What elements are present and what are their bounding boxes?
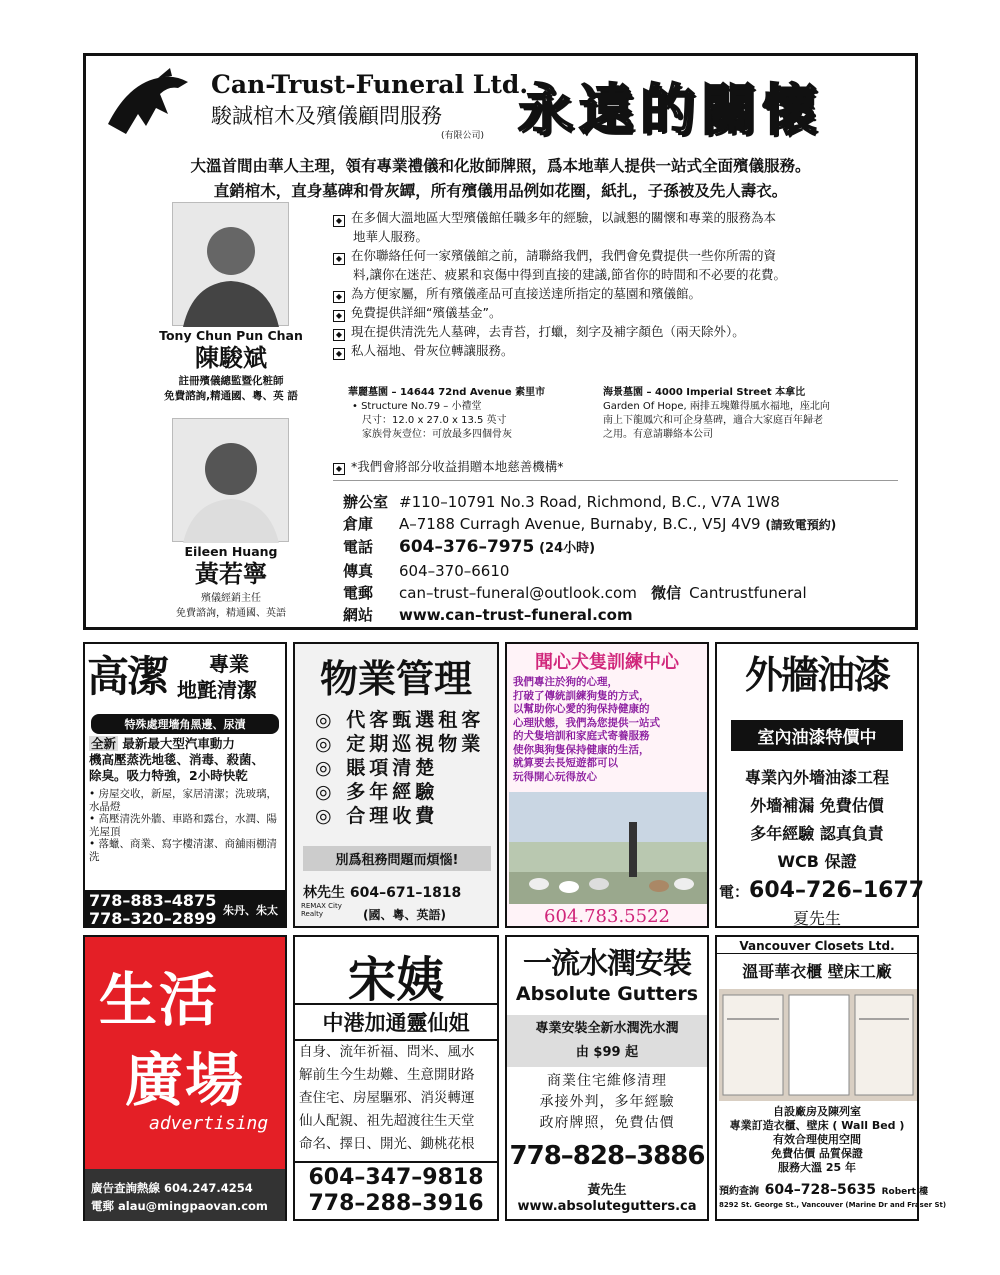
company-name-en: Can-Trust-Funeral Ltd. [211,70,529,99]
person1-title: 註冊殯儀總監暨化粧師 [178,375,284,387]
ad-aunt-song [293,935,499,1221]
intro-line-2: 直銷棺木，直身墓碑和骨灰罈，所有殯儀用品例如花圈，紙扎，子孫被及先人壽衣。 [213,182,788,200]
list-item: ◎ 定期巡視物業 [315,733,485,755]
photo-eileen-huang [172,418,289,542]
intro-line-1: 大溫首間由華人主理，領有專業禮儀和化妝師牌照，爲本地華人提供一站式全面殯儀服務。 [190,157,811,175]
list-item: 命名、擇日、開光、鋤桃花根 [299,1136,475,1152]
ad1-title: 高潔 [87,652,168,701]
ad1-items [89,788,285,863]
list-item: 仙人配親、祖先超渡往生天堂 [299,1113,475,1129]
ad7-phone[interactable]: 778–828–3886 [509,1141,705,1171]
tony-logo [98,64,198,142]
funeral-ad [83,53,918,630]
person1-note: 免費諮詢,精通國、粵、英 語 [164,390,298,402]
ad2-title: 物業管理 [319,657,472,701]
list-item: ◆ 現在提供清洗先人墓碑，去青苔，打蠟，刻字及補字顏色（兩天除外）。 [333,322,893,341]
website[interactable]: www.can–trust–funeral.com [399,606,633,624]
ad5-title-2: 廣場 [125,1046,246,1114]
ad-painting: 外牆油漆 室內油漆特價中 專業內外墻油漆工程 外墻補漏 免費估價 多年經驗 認真負責 WCB 保證 電：604–726–1677 夏先生 [715,642,919,928]
divider [333,480,898,481]
list-item: • 落蠟、商業、寫字樓清潔、商舖雨棚清洗 [89,838,278,863]
photo-tony-chan [172,202,289,326]
list-item: ◆ 為方便家屬，所有殯儀產品可直接送達所指定的墓園和殯儀館。 [333,284,893,303]
ad-carpet-cleaning: 高潔 專業 地氈清潔 特殊處理墻角黑邊、尿漬 全新 最新最大型汽車動力 機高壓蒸洗地毯、消毒、殺菌、 除臭。吸力特強，2小時快乾 • 房屋交收，新屋，家居清潔；洗玻璃，水晶燈 • 高壓清洗外牆、車路和露台，水潤、陽光屋頂 • 落蠟、商業、寫字樓清潔、商舖雨棚清洗 778–883–4875 778–320–2899 朱丹、朱太 [83,642,287,928]
bullet-icon: ◆ [333,253,345,265]
cemetery-right: 海景墓園 – 4000 Imperial Street 本拿比 Garden Of Hope, 兩排五塊難得風水福地，座北向 南上下龍鳳穴和可企身墓碑，適合大家庭百年歸老 之用。有意請聯絡本公司 [603,387,830,440]
ad8-phone[interactable]: 604–728–5635 [764,1182,876,1198]
ad-lifestyle-plaza [83,935,287,1221]
office-address: #110–10791 No.3 Road, Richmond, B.C., V7A 1W8 [399,493,780,511]
phone-2[interactable]: 778–320–2899 [89,909,217,928]
ad3-title: 聞心犬隻訓練中心 [535,652,679,673]
person-silhouette-icon [173,203,290,327]
person1-name-en: Tony Chun Pun Chan [159,328,303,343]
contact-block: 辦公室 #110–10791 No.3 Road, Richmond, B.C., V7A 1W8 倉庫 A–7188 Curragh Avenue, Burnaby, B.C., V5J 4V9 (請致電預約) 電話 604–376–7975 (24小時) 傳真 604–370–6610 電郵 can–trust–funeral@outlook.com 微信 Cantrustfuneral 網站 www.can–trust–funeral.com [343,493,837,624]
company-ltd: (有限公司) [441,131,485,141]
bullet-icon: ◆ [333,329,345,341]
ad1-phones: 778–883–4875 778–320–2899 朱丹、朱太 [85,890,285,928]
closet-icon [719,989,917,1101]
ad4-line: 外墻補漏 免費估價 [750,796,884,815]
bullet-icon: ◆ [333,215,345,227]
bullet-icon: ◆ [333,463,345,475]
dog-walk-photo [509,792,707,904]
list-item: 自身、流年祈福、問米、風水 [299,1044,475,1060]
person1-name-zh: 陳駿斌 [195,343,267,372]
ad5-contact: 廣告查詢熱線 604.247.4254 電郵 alau@mingpaovan.com [85,1169,285,1221]
ad-property-management: 物業管理 ◎ 代客甄選租客 ◎ 定期巡視物業 ◎ 賬項清楚 ◎ 多年經驗 ◎ 合理收費 別爲租務問題而煩惱! 林先生 604–671–1818 REMAX City Realty (國、粵、英語) [293,642,499,928]
ad8-address: 8292 St. George St., Vancouver (Marine Dr and Fraser St) [719,1201,947,1209]
phone-1[interactable]: 778–883–4875 [89,891,217,910]
ad5-advertising: advertising [149,1113,269,1134]
ad-absolute-gutters: 一流水潤安裝 Absolute Gutters 專業安裝全新水潤洗水潤 由 $99 起 商業住宅維修清理 承接外判，多年經驗 政府牌照，免費估價 778–828–3886 黃先生 www.absolutegutters.ca [505,935,709,1221]
ad5-title-1: 生活 [99,966,220,1034]
person2-name-en: Eileen Huang [184,544,278,559]
ad4-line: WCB 保證 [777,852,857,871]
wechat: Cantrustfuneral [689,584,807,602]
list-item: ◆ 在多個大溫地區大型殯儀館任職多年的經驗，以誠懇的關懷和專業的服務為本 地華人服務。 [333,208,893,246]
ad7-title-en: Absolute Gutters [515,983,699,1005]
list-item: ◎ 多年經驗 [315,781,439,803]
bullet-icon: ◆ [333,291,345,303]
email[interactable]: can–trust–funeral@outlook.com [399,584,637,602]
company-name-zh: 駿誠棺木及殯儀顧問服務 [211,104,442,128]
list-item: ◆ 私人福地、骨灰位轉讓服務。 [333,341,893,360]
ad4-line: 專業內外墻油漆工程 [744,768,889,787]
horse-logo-icon [98,64,198,142]
bullet-icon: ◆ [333,310,345,322]
ad6-phone-1[interactable]: 604–347–9818 [295,1161,497,1190]
ad6-subtitle: 中港加通靈仙姐 [295,1003,497,1041]
ad4-title: 外牆油漆 [744,653,889,697]
warehouse-address: A–7188 Curragh Avenue, Burnaby, B.C., V5J 4V9 [399,515,761,533]
ad4-banner: 室內油漆特價中 [731,720,903,751]
ad2-phone[interactable]: 604–671–1818 [349,885,462,901]
list-item: ◎ 賬項清楚 [315,757,439,779]
ad1-title-2: 專業 [209,652,249,676]
ad4-line: 多年經驗 認真負責 [750,824,884,843]
ad3-phone[interactable]: 604.783.5522 [544,906,670,927]
list-item: 查住宅、房屋驅邪、消災轉運 [299,1090,475,1106]
fax: 604–370–6610 [399,562,510,580]
ad6-services [299,1041,475,1156]
bullet-icon: ◆ [333,348,345,360]
ad4-phone[interactable]: 604–726–1677 [749,878,925,903]
list-item: ◆ 免費提供詳細“殯儀基金”。 [333,303,893,322]
person-silhouette-icon [173,419,290,543]
ad2-question: 別爲租務問題而煩惱! [303,846,491,871]
slogan: 永遠的關懷 [518,77,824,142]
service-list [333,208,893,360]
person2-note: 免費諮詢，精通國、英語 [176,608,286,619]
person2-title: 殯儀經銷主任 [201,593,261,604]
ad-vancouver-closets: Vancouver Closets Ltd. 溫哥華衣櫃 壁床工廠 自設廠房及陳列室 專業訂造衣櫃、壁床 ( Wall Bed ) 有效合理使用空間 免費估價 品質保證 服務大溫 25 年 預約查詢 604–728–5635 Robert 樓 8292 St. George St., Vancouver (Marine Dr and Fraser St) [715,935,919,1221]
list-item: • 高壓清洗外牆、車路和露台，水潤、陽光屋頂 [89,813,278,838]
dogs-icon [509,792,707,904]
closet-photo [719,989,917,1101]
ad6-phone-2[interactable]: 778–288–3916 [308,1191,484,1216]
ad2-company: REMAX City Realty [301,902,342,918]
ad7-website[interactable]: www.absolutegutters.ca [517,1199,697,1214]
ad2-items [315,708,484,828]
list-item: ◎ 合理收費 [315,805,439,827]
cemetery-left: 華麗墓園 – 14644 72nd Avenue 素里市 • Structure No.79 – 小禮堂 尺寸：12.0 x 27.0 x 13.5 英寸 家族骨灰壹位：可放最多四個骨灰 [348,387,546,440]
ad7-title: 一流水潤安裝 [522,946,691,980]
person2-name-zh: 黃若寧 [195,559,267,588]
ad8-title: 溫哥華衣櫃 壁床工廠 [742,962,892,981]
donation-note: ◆ *我們會將部分收益捐贈本地慈善機構* [333,457,564,475]
ad8-company: Vancouver Closets Ltd. [717,939,917,954]
new-badge: 全新 [91,736,117,751]
ad1-title-3: 地氈清潔 [177,678,257,702]
list-item: • 房屋交收，新屋，家居清潔；洗玻璃，水晶燈 [89,788,278,813]
phone[interactable]: 604–376–7975 [399,537,535,557]
ad8-lines: 自設廠房及陳列室 專業訂造衣櫃、壁床 ( Wall Bed ) 有效合理使用空間 免費估價 品質保證 服務大溫 25 年 [729,1105,905,1174]
list-item: ◆ 在你聯絡任何一家殯儀館之前，請聯絡我們，我們會免費提供一些你所需的資 料,讓你在迷茫、疲累和哀傷中得到直接的建議,節省你的時間和不必要的花費。 [333,246,893,284]
list-item: ◎ 代客甄選租客 [315,709,485,731]
ad6-title: 宋姨 [347,952,444,1008]
ad1-banner: 特殊處理墻角黑邊、尿漬 [91,714,279,734]
ad-dog-training [505,642,709,928]
list-item: 解前生今生劫難、生意開財路 [299,1067,475,1083]
ad3-text: 我們專注於狗的心理， 打破了傳統訓練狗隻的方式， 以幫助你心愛的狗保持健康的 心理狀態，我們為您提供一站式 的犬隻培訓和家庭式寄養服務 使你與狗隻保持健康的生活， 就算要去長短遊都可以 玩得開心玩得放心 [513,676,660,783]
